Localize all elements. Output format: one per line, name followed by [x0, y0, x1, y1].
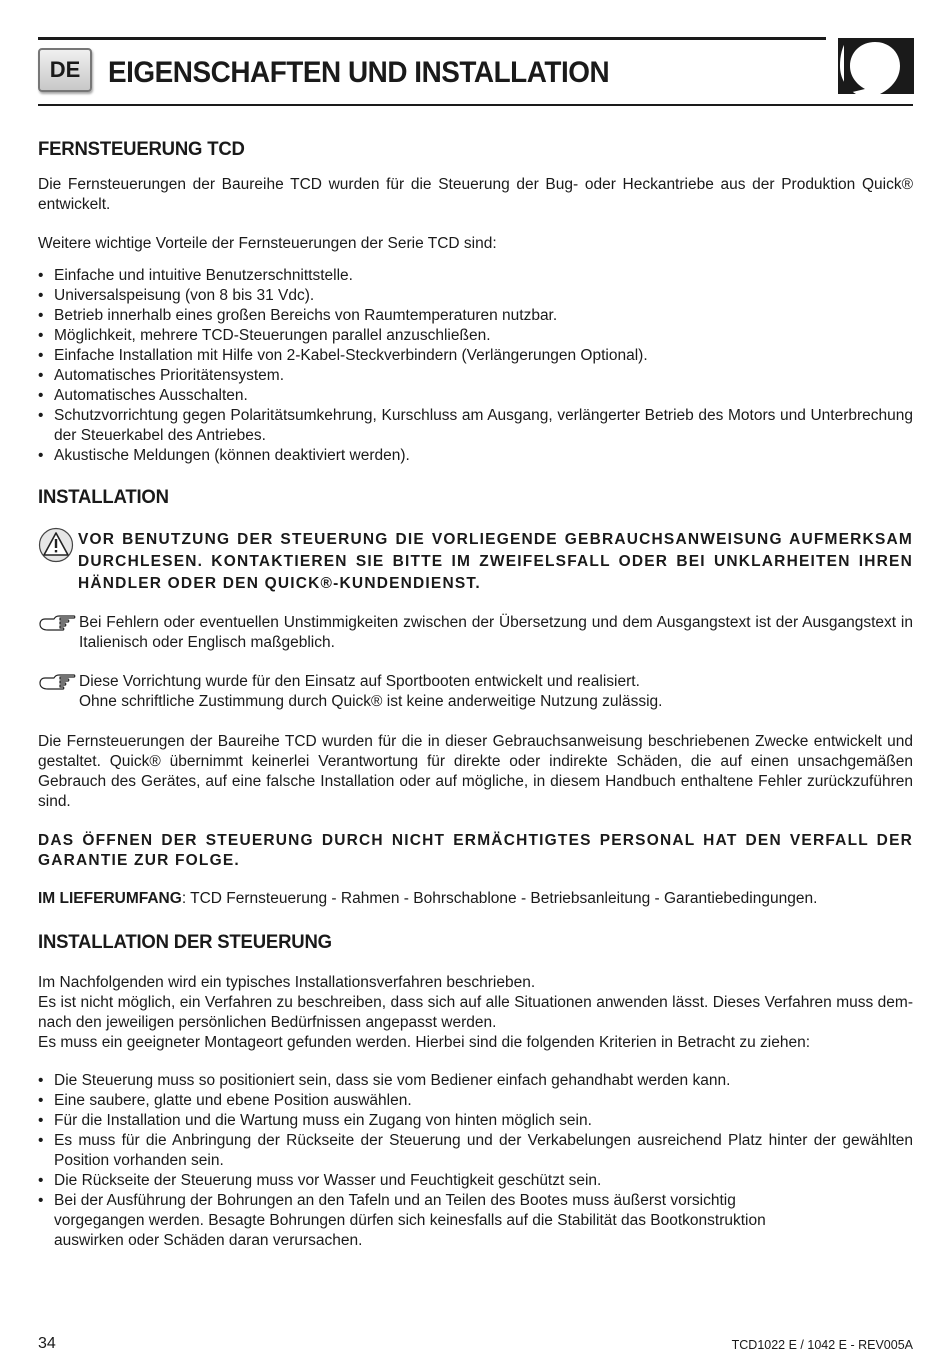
list-item: • Universalspeisung (von 8 bis 31 Vdc).: [38, 286, 913, 306]
warning-block: [38, 529, 913, 595]
list-item: • Möglichkeit, mehrere TCD-Steuerungen parallel anzuschließen.: [38, 326, 913, 346]
list-item: • Automatisches Ausschalten.: [38, 386, 913, 406]
list-item: • Es muss für die Anbringung der Rückseite der Steuerung und der Verkabelungen ausreichend Platz hinter der gewählten Position vorhanden sein.: [38, 1131, 913, 1171]
list-item: • Akustische Meldungen (können deaktiviert werden).: [38, 446, 913, 466]
list-item-line: • Bei der Ausführung der Bohrungen an den Tafeln und an Teilen des Bootes muss äußerst vorsichtig: [54, 1192, 736, 1209]
criteria-list: [38, 1071, 913, 1251]
list-item-line: vorgegangen werden. Besagte Bohrungen dürfen sich keinesfalls auf die Stabilität das Bootkonstruktion: [54, 1212, 766, 1229]
scope-label: IM LIEFERUMFANG: [38, 890, 182, 907]
list-item: • Betrieb innerhalb eines großen Bereichs von Raumtemperaturen nutzbar.: [38, 306, 913, 326]
note-usage-line1: Diese Vorrichtung wurde für den Einsatz auf Sportbooten entwickelt und realisiert.: [79, 673, 640, 690]
installation-intro-line1: Im Nachfolgenden wird ein typisches Installationsverfahren beschrieben.: [38, 974, 536, 991]
list-item: • Einfache Installation mit Hilfe von 2-Kabel-Steckverbindern (Verlängerungen Optional).: [38, 346, 913, 366]
warning-triangle-icon: [38, 527, 74, 563]
warning-text: VOR BENUTZUNG DER STEUERUNG DIE VORLIEGENDE GEBRAUCHSANWEISUNG AUFMERKSAM DURCHLESEN. KONTAKTIEREN SIE BITTE IM ZWEIFELSFALL ODER BEI UNKLARHEITEN IHREN HÄNDLER ODER DEN QUICK®-KUNDENDIENST.: [78, 531, 913, 592]
pointing-hand-icon: [38, 671, 76, 693]
list-item: • Die Rückseite der Steuerung muss vor Wasser und Feuchtigkeit geschützt sein.: [38, 1171, 913, 1191]
note-block-usage: [38, 672, 913, 712]
page-number: 34: [38, 1335, 56, 1352]
header-top-rule: [38, 37, 826, 40]
note-block-translation: [38, 613, 913, 653]
note-translation-text: Bei Fehlern oder eventuellen Unstimmigkeiten zwischen der Übersetzung und dem Ausgangstext ist der Ausgangstext in Italienisch oder Englisch maßgeblich.: [79, 614, 913, 651]
section-heading-fernsteuerung: FERNSTEUERUNG TCD: [38, 138, 245, 160]
installation-intro: [38, 973, 913, 1053]
page-title: EIGENSCHAFTEN UND INSTALLATION: [108, 56, 610, 89]
note-usage-line2: Ohne schriftliche Zustimmung durch Quick® ist keine anderweitige Nutzung zulässig.: [79, 693, 663, 710]
language-badge: DE: [38, 48, 92, 92]
advantages-lead: Weitere wichtige Vorteile der Fernsteuerungen der Serie TCD sind:: [38, 235, 497, 252]
list-item: • Die Steuerung muss so positioniert sein, dass sie vom Bediener einfach gehandhabt werden kann.: [38, 1071, 913, 1091]
pointing-hand-icon: [38, 612, 76, 634]
scope-of-delivery: [38, 889, 913, 909]
section-heading-installation: INSTALLATION: [38, 486, 169, 508]
document-code: TCD1022 E / 1042 E - REV005A: [731, 1338, 913, 1352]
list-item: • Für die Installation und die Wartung muss ein Zugang von hinten möglich sein.: [38, 1111, 913, 1131]
quick-logo-icon: [838, 38, 914, 94]
installation-intro-line2: Es ist nicht möglich, ein Verfahren zu beschreiben, dass sich auf alle Situationen anwenden lässt. Dieses Verfahren muss dem-nach den jeweiligen persönlichen Bedürfnissen angepasst werden.: [38, 994, 913, 1031]
intro-paragraph: Die Fernsteuerungen der Baureihe TCD wurden für die Steuerung der Bug- oder Heckantriebe aus der Produktion Quick® entwickelt.: [38, 176, 913, 213]
scope-text: : TCD Fernsteuerung - Rahmen - Bohrschablone - Betriebsanleitung - Garantiebedingungen.: [181, 890, 818, 907]
list-item: • Automatisches Prioritätensystem.: [38, 366, 913, 386]
guarantee-warning: DAS ÖFFNEN DER STEUERUNG DURCH NICHT ERMÄCHTIGTES PERSONAL HAT DEN VERFALL DER GARANTIE ZUR FOLGE.: [38, 832, 913, 869]
list-item: • Einfache und intuitive Benutzerschnittstelle.: [38, 266, 913, 286]
header-bottom-rule: [38, 104, 913, 106]
liability-paragraph: Die Fernsteuerungen der Baureihe TCD wurden für die in dieser Gebrauchsanweisung beschriebenen Zwecke entwickelt und gestaltet. Quick® übernimmt keinerlei Verantwortung für direkte oder indirekte Schäden, die auf einen unsachgemäßen Gebrauch des Gerätes, auf eine falsche Installation oder auf mögliche, in diesem Handbuch enthaltene Fehler zurückzuführen sind.: [38, 733, 913, 810]
note-usage-text: [79, 672, 662, 712]
list-item: [38, 1191, 913, 1251]
section-heading-installation-steuerung: INSTALLATION DER STEUERUNG: [38, 931, 332, 953]
installation-intro-line3: Es muss ein geeigneter Montageort gefunden werden. Hierbei sind die folgenden Kriterien in Betracht zu ziehen:: [38, 1034, 811, 1051]
list-item: • Eine saubere, glatte und ebene Position auswählen.: [38, 1091, 913, 1111]
page-content: [38, 130, 913, 1251]
advantages-list: [38, 266, 913, 466]
list-item: • Schutzvorrichtung gegen Polaritätsumkehrung, Kurschluss am Ausgang, verlängerter Betrieb des Motors und Unterbrechung der Steuerkabel des Antriebes.: [38, 406, 913, 446]
list-item-line: auswirken oder Schäden daran verursachen.: [54, 1232, 363, 1249]
